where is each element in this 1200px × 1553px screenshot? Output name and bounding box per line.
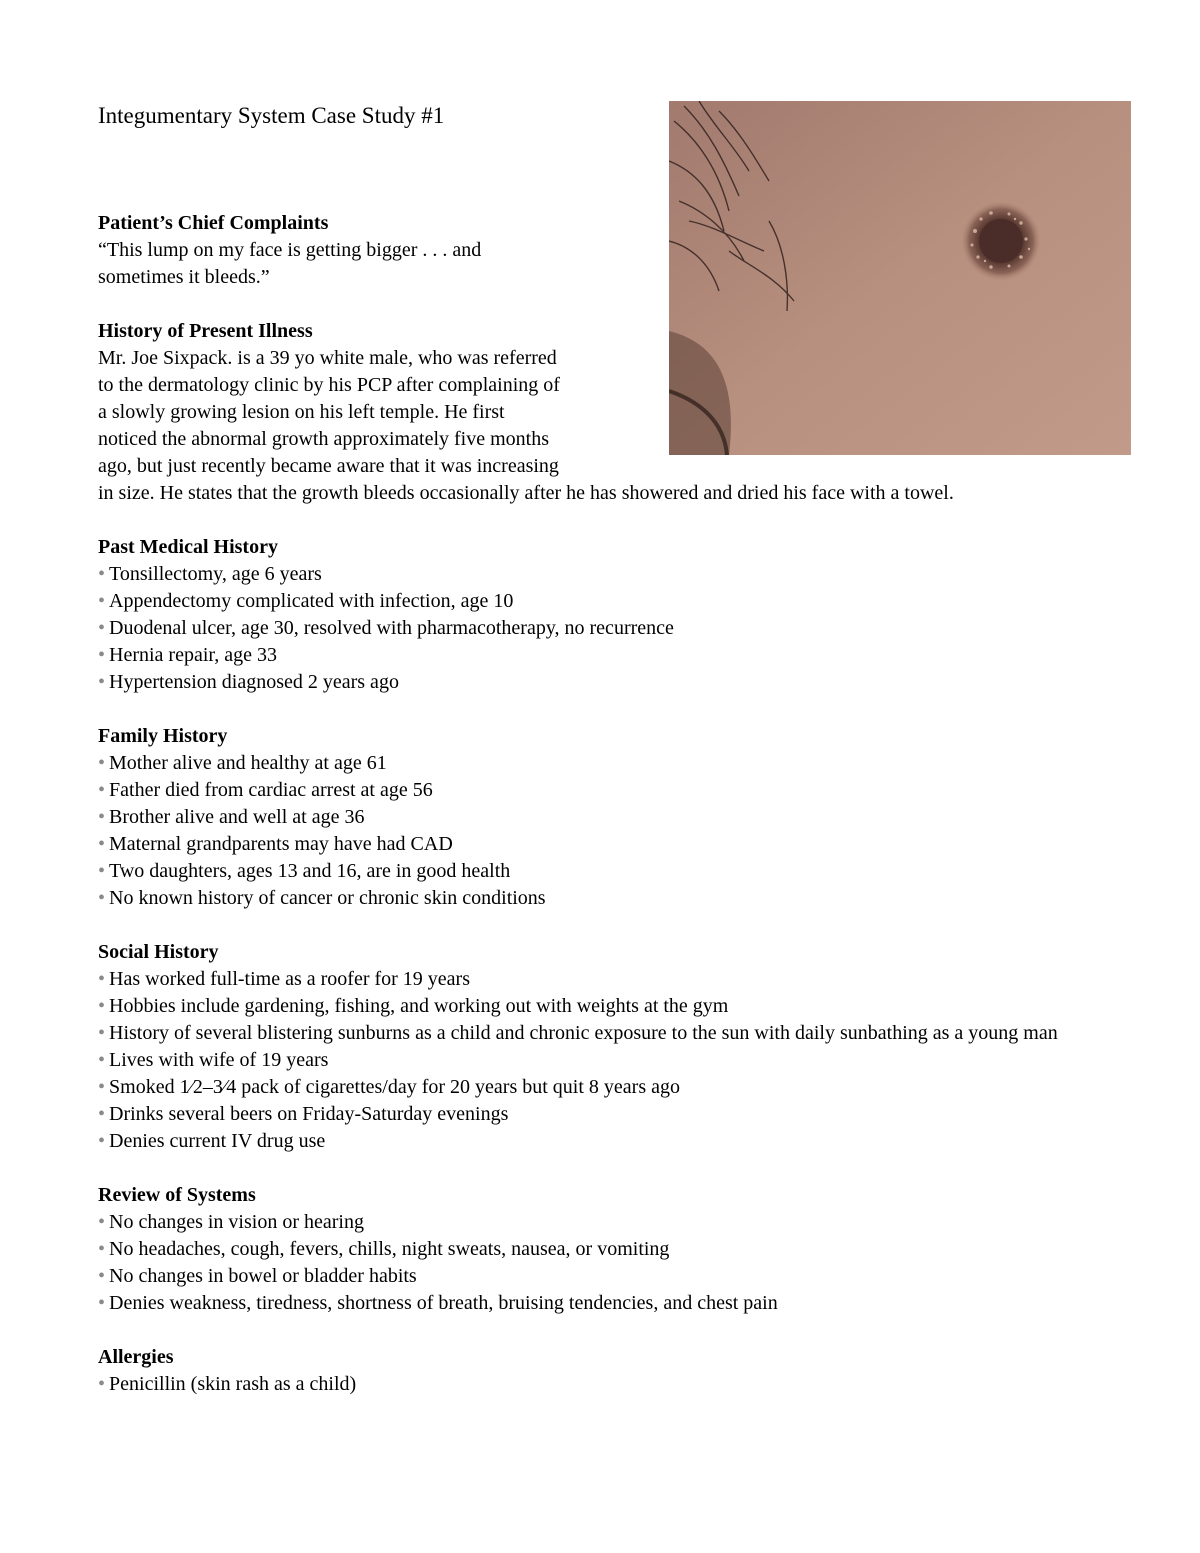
bullet-icon: • bbox=[98, 1130, 106, 1152]
hpi-line: Mr. Joe Sixpack. is a 39 yo white male, who was referred bbox=[98, 347, 557, 369]
hpi-heading: History of Present Illness bbox=[98, 320, 313, 342]
bullet-icon: • bbox=[98, 671, 106, 693]
bullet-icon: • bbox=[98, 1022, 106, 1044]
list-item: • Has worked full-time as a roofer for 19 years bbox=[98, 968, 470, 990]
review-of-systems-list bbox=[98, 1209, 1138, 1317]
list-item: • No headaches, cough, fevers, chills, night sweats, nausea, or vomiting bbox=[98, 1238, 670, 1260]
chief-complaints-quote: “This lump on my face is getting bigger . . . and sometimes it bleeds.” bbox=[98, 239, 482, 288]
family-history-heading: Family History bbox=[98, 725, 228, 747]
review-of-systems-section bbox=[98, 1182, 1138, 1317]
list-item: • Tonsillectomy, age 6 years bbox=[98, 563, 322, 585]
list-item: • No known history of cancer or chronic skin conditions bbox=[98, 887, 546, 909]
social-history-list bbox=[98, 966, 1138, 1155]
bullet-icon: • bbox=[98, 1211, 106, 1233]
hpi-line: a slowly growing lesion on his left temple. He first bbox=[98, 401, 505, 423]
chief-complaints-heading: Patient’s Chief Complaints bbox=[98, 212, 329, 234]
list-item: • Denies weakness, tiredness, shortness of breath, bruising tendencies, and chest pain bbox=[98, 1292, 778, 1314]
list-item: • Hypertension diagnosed 2 years ago bbox=[98, 671, 399, 693]
hpi-line: noticed the abnormal growth approximately five months bbox=[98, 428, 549, 450]
bullet-icon: • bbox=[98, 779, 106, 801]
bullet-icon: • bbox=[98, 968, 106, 990]
bullet-icon: • bbox=[98, 806, 106, 828]
list-item: • Hobbies include gardening, fishing, and working out with weights at the gym bbox=[98, 995, 729, 1017]
list-item: • Penicillin (skin rash as a child) bbox=[98, 1373, 357, 1395]
list-item: • History of several blistering sunburns as a child and chronic exposure to the sun with daily sunbathing as a young man bbox=[98, 1022, 1058, 1044]
hpi-line: in size. He states that the growth bleeds occasionally after he has showered and dried his face with a towel. bbox=[98, 482, 954, 504]
hpi-paragraph bbox=[98, 345, 1138, 507]
list-item: • Lives with wife of 19 years bbox=[98, 1049, 329, 1071]
social-history-heading: Social History bbox=[98, 941, 219, 963]
bullet-icon: • bbox=[98, 860, 106, 882]
list-item: • Hernia repair, age 33 bbox=[98, 644, 278, 666]
bullet-icon: • bbox=[98, 1076, 106, 1098]
hpi-line: to the dermatology clinic by his PCP after complaining of bbox=[98, 374, 560, 396]
list-item: • Appendectomy complicated with infection, age 10 bbox=[98, 590, 514, 612]
bullet-icon: • bbox=[98, 563, 106, 585]
past-medical-history-heading: Past Medical History bbox=[98, 536, 278, 558]
family-history-section bbox=[98, 723, 1138, 912]
bullet-icon: • bbox=[98, 833, 106, 855]
allergies-section bbox=[98, 1344, 1138, 1398]
bullet-icon: • bbox=[98, 752, 106, 774]
bullet-icon: • bbox=[98, 1265, 106, 1287]
list-item: • Mother alive and healthy at age 61 bbox=[98, 752, 387, 774]
list-item: • Duodenal ulcer, age 30, resolved with pharmacotherapy, no recurrence bbox=[98, 617, 674, 639]
bullet-icon: • bbox=[98, 1238, 106, 1260]
bullet-icon: • bbox=[98, 1292, 106, 1314]
list-item: • Denies current IV drug use bbox=[98, 1130, 326, 1152]
list-item: • Maternal grandparents may have had CAD bbox=[98, 833, 453, 855]
list-item: • Two daughters, ages 13 and 16, are in good health bbox=[98, 860, 511, 882]
bullet-icon: • bbox=[98, 887, 106, 909]
social-history-section bbox=[98, 939, 1138, 1155]
list-item: • Smoked 1⁄2–3⁄4 pack of cigarettes/day for 20 years but quit 8 years ago bbox=[98, 1076, 680, 1098]
bullet-icon: • bbox=[98, 1103, 106, 1125]
list-item: • Father died from cardiac arrest at age 56 bbox=[98, 779, 433, 801]
list-item: • Drinks several beers on Friday-Saturday evenings bbox=[98, 1103, 509, 1125]
bullet-icon: • bbox=[98, 644, 106, 666]
hpi-line: ago, but just recently became aware that it was increasing bbox=[98, 455, 559, 477]
family-history-list bbox=[98, 750, 1138, 912]
list-item: • No changes in bowel or bladder habits bbox=[98, 1265, 417, 1287]
history-present-illness-section bbox=[98, 318, 1138, 507]
review-of-systems-heading: Review of Systems bbox=[98, 1184, 256, 1206]
list-item: • Brother alive and well at age 36 bbox=[98, 806, 365, 828]
past-medical-history-list bbox=[98, 561, 1138, 696]
allergies-list bbox=[98, 1371, 1138, 1398]
document-title: Integumentary System Case Study #1 bbox=[98, 103, 445, 128]
bullet-icon: • bbox=[98, 995, 106, 1017]
list-item: • No changes in vision or hearing bbox=[98, 1211, 364, 1233]
bullet-icon: • bbox=[98, 1049, 106, 1071]
bullet-icon: • bbox=[98, 1373, 106, 1395]
past-medical-history-section bbox=[98, 534, 1138, 696]
bullet-icon: • bbox=[98, 617, 106, 639]
bullet-icon: • bbox=[98, 590, 106, 612]
allergies-heading: Allergies bbox=[98, 1346, 174, 1368]
chief-complaints-section bbox=[98, 210, 568, 291]
history-sections bbox=[98, 534, 1138, 1425]
